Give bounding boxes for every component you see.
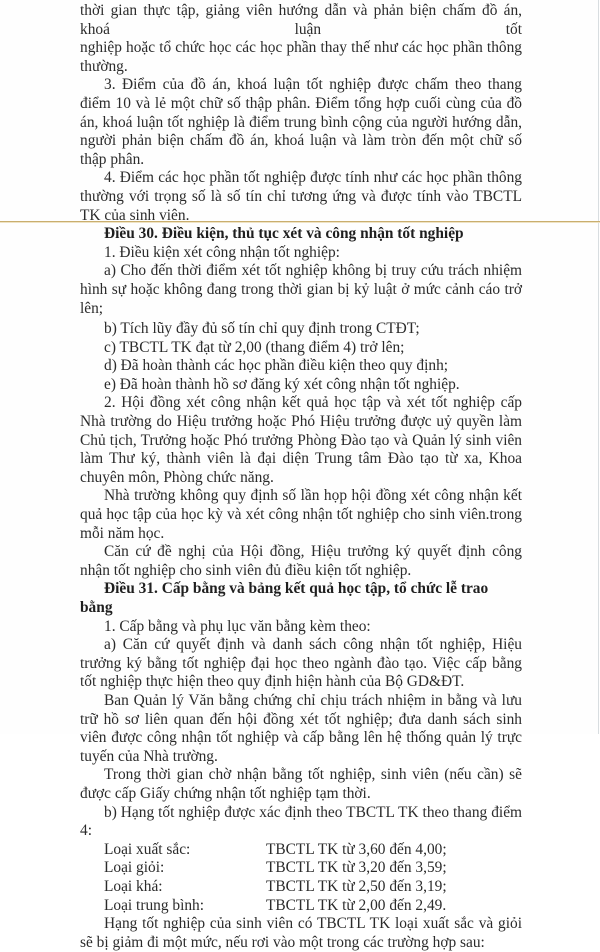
rank-range: TBCTL TK từ 3,60 đến 4,00; [266, 840, 447, 858]
article-30-item-a: a) Cho đến thời điểm xét tốt nghiệp không bị truy cứu trách nhiệm hình sự hoặc không đang trong thời gian bị kỷ luật ở mức cảnh cáo trở lên; [80, 262, 522, 317]
article-30-item-b: b) Tích lũy đầy đủ số tín chỉ quy định trong CTĐT; [104, 320, 420, 338]
rank-row [80, 897, 522, 916]
article-31-item-1: 1. Cấp bằng và phụ lục văn bằng kèm theo: [104, 617, 371, 635]
document-body [80, 2, 522, 952]
article-30-item-2: 2. Hội đồng xét công nhận kết quả học tập và xét tốt nghiệp cấp Nhà trường do Hiệu trưởng hoặc Phó Hiệu trưởng được uỷ quyền làm Chủ tịch, Trưởng hoặc Phó trưởng Phòng Đào tạo và Quản lý sinh viên làm Thư ký, thành viên là đại diện Trung tâm Đào tạo từ xa, Khoa chuyên môn, Phòng chức năng. [80, 394, 522, 486]
text-line: thời gian thực tập, giảng viên hướng dẫn và phản biện chấm đồ án, khoá luận tốt [80, 2, 522, 38]
rank-range: TBCTL TK từ 3,20 đến 3,59; [266, 859, 447, 877]
article-31-item-b: b) Hạng tốt nghiệp được xác định theo TBCTL TK theo thang điểm 4: [80, 803, 522, 840]
article-31-item-a: a) Căn cứ quyết định và danh sách công nhận tốt nghiệp, Hiệu trưởng ký bằng tốt nghiệp đại học theo ngành đào tạo. Việc cấp bằng tốt nghiệp thực hiện theo quy định hiện hành của Bộ GD&ĐT. [80, 636, 522, 691]
article-30-heading: Điều 30. Điều kiện, thủ tục xét và công nhận tốt nghiệp [104, 225, 464, 243]
article-30-meetings: Nhà trường không quy định số lần họp hội đồng xét công nhận kết quả học tập của học kỳ và xét công nhận tốt nghiệp cho sinh viên.trong mỗi năm học. [80, 487, 522, 542]
article-30-item-e: e) Đã hoàn thành hồ sơ đăng ký xét công nhận tốt nghiệp. [104, 375, 460, 393]
article-30-decision: Căn cứ đề nghị của Hội đồng, Hiệu trưởng ký quyết định công nhận tốt nghiệp cho sinh viên đủ điều kiện tốt nghiệp. [80, 543, 522, 579]
rank-row [80, 878, 522, 897]
rank-label: Loại khá: [104, 877, 163, 895]
rank-label: Loại trung bình: [104, 896, 205, 914]
paragraph-item-4: 4. Điểm các học phần tốt nghiệp được tính như các học phần thông thường với trọng số là số tín chỉ tương ứng và được tính vào TBCTL TK của sinh viên. [80, 169, 522, 224]
article-30-item-1: 1. Điều kiện xét công nhận tốt nghiệp: [104, 243, 340, 261]
article-31-wait: Trong thời gian chờ nhận bằng tốt nghiệp, sinh viên (nếu cần) sẽ được cấp Giấy chứng nhận tốt nghiệp tạm thời. [80, 766, 522, 802]
rank-row [80, 859, 522, 878]
article-31-ban: Ban Quản lý Văn bằng chứng chỉ chịu trách nhiệm in bằng và lưu trữ hồ sơ liên quan đến hội đồng xét tốt nghiệp; đưa danh sách sinh viên được công nhận tốt nghiệp và cấp bằng lên hệ thống quản lý trực tuyến của Nhà trường. [80, 691, 522, 765]
text-line: nghiệp hoặc tổ chức học các học phần thay thế như các học phần thông thường. [80, 39, 522, 75]
rank-range: TBCTL TK từ 2,50 đến 3,19; [266, 877, 447, 895]
article-31-downgrade: Hạng tốt nghiệp của sinh viên có TBCTL TK loại xuất sắc và giỏi sẽ bị giảm đi một mức, nếu rơi vào một trong các trường hợp sau: [80, 915, 522, 951]
paragraph-continuation [80, 2, 522, 76]
rank-row [80, 841, 522, 860]
rank-label: Loại giỏi: [104, 859, 165, 877]
paragraph-item-3: 3. Điểm của đồ án, khoá luận tốt nghiệp được chấm theo thang điểm 10 và lẻ một chữ số thập phân. Điểm tổng hợp cuối cùng của đồ án, khoá luận tốt nghiệp là điểm trung bình cộng của người hướng dẫn, người phản biện chấm đồ án, khoá luận và làm tròn đến một chữ số thập phân. [80, 76, 522, 168]
page-edge [598, 0, 599, 734]
article-30-item-c: c) TBCTL TK đạt từ 2,00 (thang điểm 4) trở lên; [104, 338, 405, 356]
rank-label: Loại xuất sắc: [104, 840, 191, 858]
rank-range: TBCTL TK từ 2,00 đến 2,49. [266, 896, 447, 914]
article-31-heading: Điều 31. Cấp bằng và bảng kết quả học tập, tổ chức lễ trao bằng [80, 580, 489, 616]
article-30-item-d: d) Đã hoàn thành các học phần điều kiện theo quy định; [104, 357, 449, 375]
